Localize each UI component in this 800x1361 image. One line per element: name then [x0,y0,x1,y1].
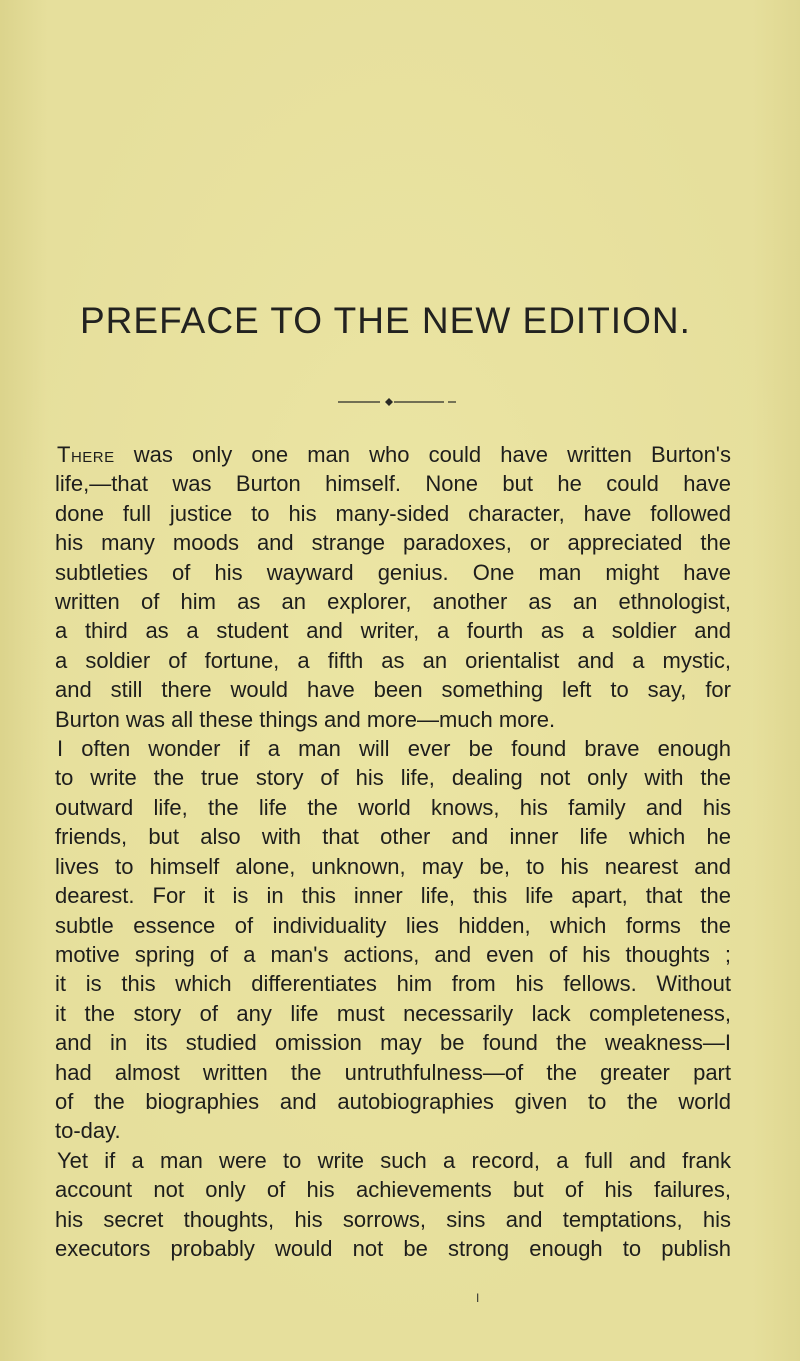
text-line: his many moods and strange paradoxes, or appreciated the [55,530,731,556]
text-line: account not only of his achievements but of his failures, [55,1177,731,1203]
text-line: I often wonder if a man will ever be found brave enough [57,736,731,762]
text-line: subtle essence of individuality lies hidden, which forms the [55,912,731,938]
text-line: it is this which differentiates him from his fellows. Without [55,971,731,997]
text-line: Yet if a man were to write such a record, a full and frank [57,1147,731,1173]
text-line: his secret thoughts, his sorrows, sins and temptations, his [55,1206,731,1232]
paragraph-2 [55,734,731,1146]
text-line: and in its studied omission may be found the weakness—I [55,1030,731,1056]
text-line: had almost written the untruthfulness—of the greater part [55,1059,731,1085]
diamond-rule-ornament [338,396,456,408]
text-line: friends, but also with that other and inner life which he [55,824,731,850]
text-line: life,—that was Burton himself. None but he could have [55,471,731,497]
paragraph-1 [55,440,731,734]
text-line: executors probably would not be strong enough to publish [55,1235,731,1261]
text-line: motive spring of a man's actions, and even of his thoughts ; [55,941,731,967]
text-line: of the biographies and autobiographies given to the world [55,1088,731,1114]
text-line: to-day. [55,1118,121,1144]
text-line: it the story of any life must necessarily lack completeness, [55,1000,731,1026]
preface-body [55,440,731,1263]
text-line: lives to himself alone, unknown, may be, to his nearest and [55,853,731,879]
text-line: done full justice to his many-sided character, have followed [55,500,731,526]
text-line: a soldier of fortune, a fifth as an orientalist and a mystic, [55,647,731,673]
text-line: a third as a student and writer, a fourth as a soldier and [55,618,731,644]
text-line: and still there would have been something left to say, for [55,677,731,703]
text-line: There was only one man who could have written Burton's [57,442,731,467]
preface-title: PREFACE TO THE NEW EDITION. [80,300,691,341]
text-line: outward life, the life the world knows, his family and his [55,794,731,820]
text-line: subtleties of his wayward genius. One man might have [55,559,731,585]
text-line: dearest. For it is in this inner life, this life apart, that the [55,883,731,909]
page-number: I [476,1291,480,1305]
text-line: to write the true story of his life, dealing not only with the [55,765,731,791]
paragraph-3 [55,1146,731,1264]
drop-lead-word: There [57,442,115,467]
text-line: Burton was all these things and more—much more. [55,706,556,732]
text-line: written of him as an explorer, another as an ethnologist, [55,589,731,615]
